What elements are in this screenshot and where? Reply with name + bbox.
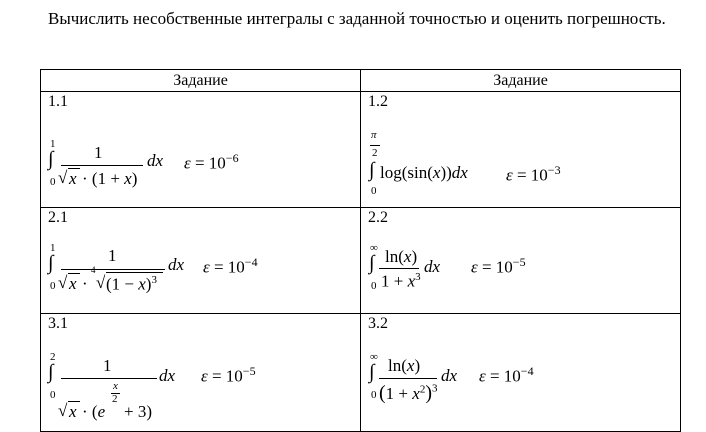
differential: dx — [168, 255, 185, 274]
tasks-table — [40, 69, 681, 432]
numerator: ln(x) — [385, 247, 418, 266]
integral-sign: ∫ — [48, 361, 54, 383]
lower-limit: 0 — [50, 280, 56, 292]
radical-sign: √ — [58, 273, 68, 292]
integral-sign: ∫ — [369, 252, 375, 274]
task-cell-3-2 — [361, 314, 681, 432]
lower-limit: 0 — [371, 280, 377, 292]
fraction-bar — [379, 268, 419, 269]
epsilon-value: $\varepsilon = 10^{-6}$ — [184, 151, 239, 173]
exponent-numerator: x — [113, 380, 118, 392]
task-cell-1-1 — [41, 92, 361, 208]
exponent-denominator: 2 — [112, 393, 118, 405]
task-cell-1-2 — [361, 92, 681, 208]
denominator-left: · (e — [82, 402, 106, 421]
lower-limit: 0 — [371, 389, 377, 401]
dot-operator: · — [82, 274, 88, 293]
integrand: log(sin(x))dx — [380, 163, 468, 182]
column-header-task: Задание — [41, 70, 361, 92]
radicand: $(1 - x)^3$ — [106, 274, 157, 294]
numerator: ln(x) — [388, 356, 421, 375]
numerator: 1 — [94, 143, 103, 162]
fraction-bar — [370, 145, 380, 146]
epsilon-value: $\varepsilon = 10^{-4}$ — [203, 255, 258, 277]
radical-vinculum — [106, 272, 163, 273]
integral-sign: ∫ — [48, 252, 54, 274]
upper-limit: ∞ — [370, 242, 378, 254]
upper-limit-denominator: 2 — [372, 147, 378, 159]
task-cell-3-1 — [41, 314, 361, 432]
radical-sign: √ — [58, 401, 68, 420]
lower-limit: 0 — [371, 185, 377, 197]
task-cell-2-2 — [361, 208, 681, 314]
fraction-bar — [61, 378, 157, 379]
upper-limit: 1 — [50, 138, 56, 150]
lower-limit: 0 — [50, 389, 56, 401]
epsilon-value: $\varepsilon = 10^{-5}$ — [201, 364, 256, 386]
table-row — [41, 208, 681, 314]
variable-x: x — [69, 274, 77, 293]
fraction-bar — [61, 165, 143, 166]
upper-limit: ∞ — [370, 351, 378, 363]
task-number: 1.1 — [48, 93, 68, 110]
denominator: $1 + x^3$ — [381, 271, 421, 291]
column-header-task: Задание — [361, 70, 681, 92]
epsilon-value: $\varepsilon = 10^{-5}$ — [471, 255, 526, 277]
denominator: $(1 + x^2)^3$ — [379, 382, 438, 404]
differential: dx — [159, 366, 176, 385]
integral-sign: ∫ — [369, 361, 375, 383]
table-header-row — [41, 70, 681, 92]
numerator: 1 — [108, 246, 117, 265]
task-cell-2-1 — [41, 208, 361, 314]
root-index: 4 — [91, 265, 96, 275]
variable-x: x — [69, 402, 77, 421]
task-number: 2.1 — [48, 209, 68, 226]
differential: dx — [147, 151, 164, 170]
upper-limit: 2 — [50, 351, 56, 363]
lower-limit: 0 — [50, 176, 56, 188]
radical-sign: √ — [58, 168, 68, 187]
fraction-bar — [61, 269, 165, 270]
radical-sign: √ — [96, 273, 106, 292]
differential: dx — [441, 366, 458, 385]
epsilon-value: $\varepsilon = 10^{-4}$ — [479, 364, 534, 386]
variable-x: x — [69, 169, 77, 188]
task-number: 2.2 — [368, 209, 388, 226]
denominator-rest: · (1 + x) — [82, 169, 138, 188]
upper-limit-numerator: π — [371, 129, 377, 141]
fraction-bar — [379, 378, 437, 379]
task-number: 3.2 — [368, 315, 388, 332]
table-row — [41, 92, 681, 208]
numerator: 1 — [103, 356, 112, 375]
integral-sign: ∫ — [48, 148, 54, 170]
denominator-right: + 3) — [124, 402, 152, 421]
task-number: 1.2 — [368, 93, 388, 110]
table-row — [41, 314, 681, 432]
integral-sign: ∫ — [369, 159, 375, 181]
epsilon-value: $\varepsilon = 10^{-3}$ — [506, 163, 561, 185]
upper-limit: 1 — [50, 242, 56, 254]
differential: dx — [424, 257, 441, 276]
task-instructions: Вычислить несобственные интегралы с заданной точностью и оценить погрешность. — [48, 9, 666, 28]
task-number: 3.1 — [48, 315, 68, 332]
